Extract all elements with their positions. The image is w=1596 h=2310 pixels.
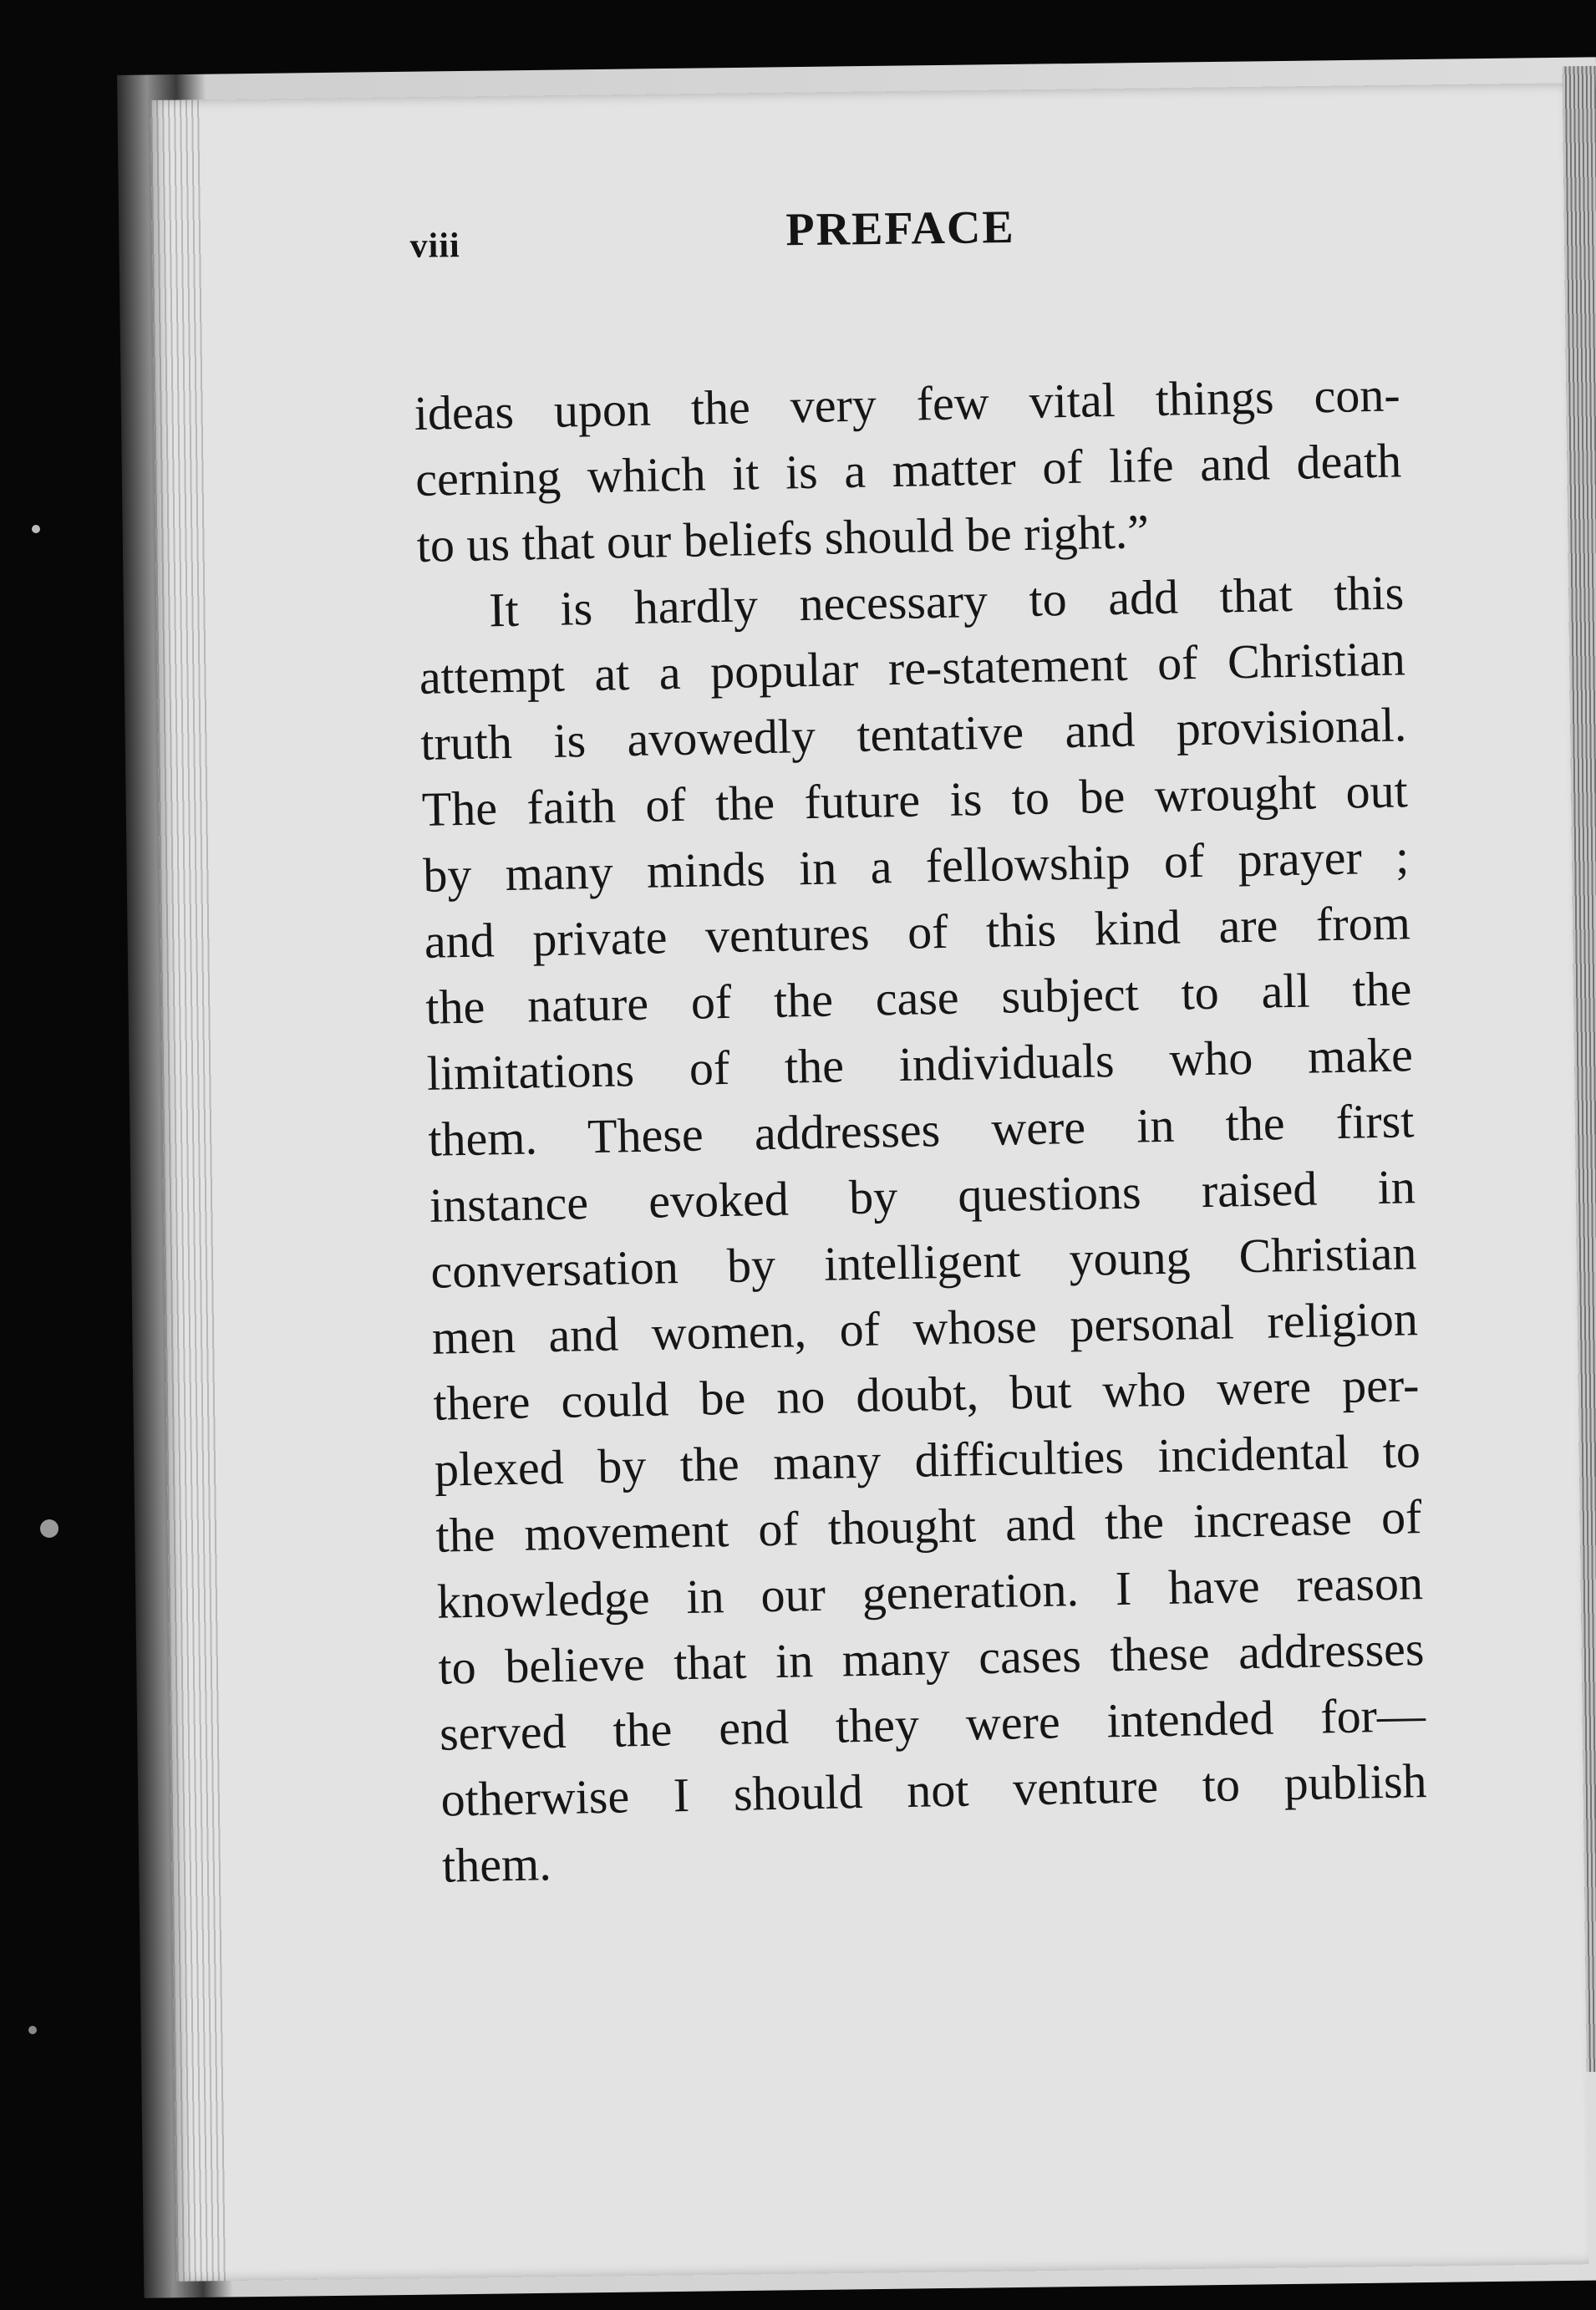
dust-speck xyxy=(32,525,40,533)
text-line: attempt at a popular re-statement of Christian xyxy=(419,631,1406,705)
text-line: plexed by the many difficulties incidental to xyxy=(434,1423,1421,1497)
text-line: instance evoked by questions raised in xyxy=(429,1159,1416,1233)
text-line: to believe that in many cases these addresses xyxy=(437,1621,1425,1695)
text-line: them. xyxy=(441,1836,552,1893)
text-line: the movement of thought and the increase of xyxy=(435,1489,1422,1563)
paragraph-continued xyxy=(414,361,1403,578)
text-line: otherwise I should not venture to publish xyxy=(440,1753,1428,1827)
page-number: viii xyxy=(409,226,460,266)
text-line: by many minds in a fellowship of prayer ; xyxy=(422,829,1410,903)
text-line: there could be no doubt, but who were per- xyxy=(432,1357,1420,1431)
text-line: limitations of the individuals who make xyxy=(426,1027,1414,1101)
body-text xyxy=(414,361,1429,1898)
running-title: PREFACE xyxy=(785,201,1016,257)
text-line: the nature of the case subject to all the xyxy=(424,961,1412,1035)
text-line: them. These addresses were in the first xyxy=(427,1093,1415,1167)
text-line: ideas upon the very few vital things con- xyxy=(414,367,1401,440)
text-line: cerning which it is a matter of life and death xyxy=(414,433,1402,506)
text-line: to us that our beliefs should be right.” xyxy=(416,504,1150,572)
text-line: men and women, of whose personal religion xyxy=(431,1291,1419,1365)
running-head xyxy=(259,191,1329,280)
page-fore-edge xyxy=(1563,66,1596,2072)
text-line: served the end they were intended for— xyxy=(439,1687,1426,1761)
text-line: conversation by intelligent young Christian xyxy=(429,1225,1417,1299)
text-line: truth is avowedly tentative and provisional. xyxy=(419,697,1407,771)
text-line: The faith of the future is to be wrought out xyxy=(421,763,1409,837)
text-line: and private ventures of this kind are from xyxy=(424,895,1411,969)
dust-speck xyxy=(28,2026,37,2034)
text-line: It is hardly necessary to add that this xyxy=(488,565,1405,638)
text-line: knowledge in our generation. I have reason xyxy=(436,1555,1424,1629)
paragraph xyxy=(418,559,1429,1898)
dust-speck xyxy=(40,1519,58,1538)
